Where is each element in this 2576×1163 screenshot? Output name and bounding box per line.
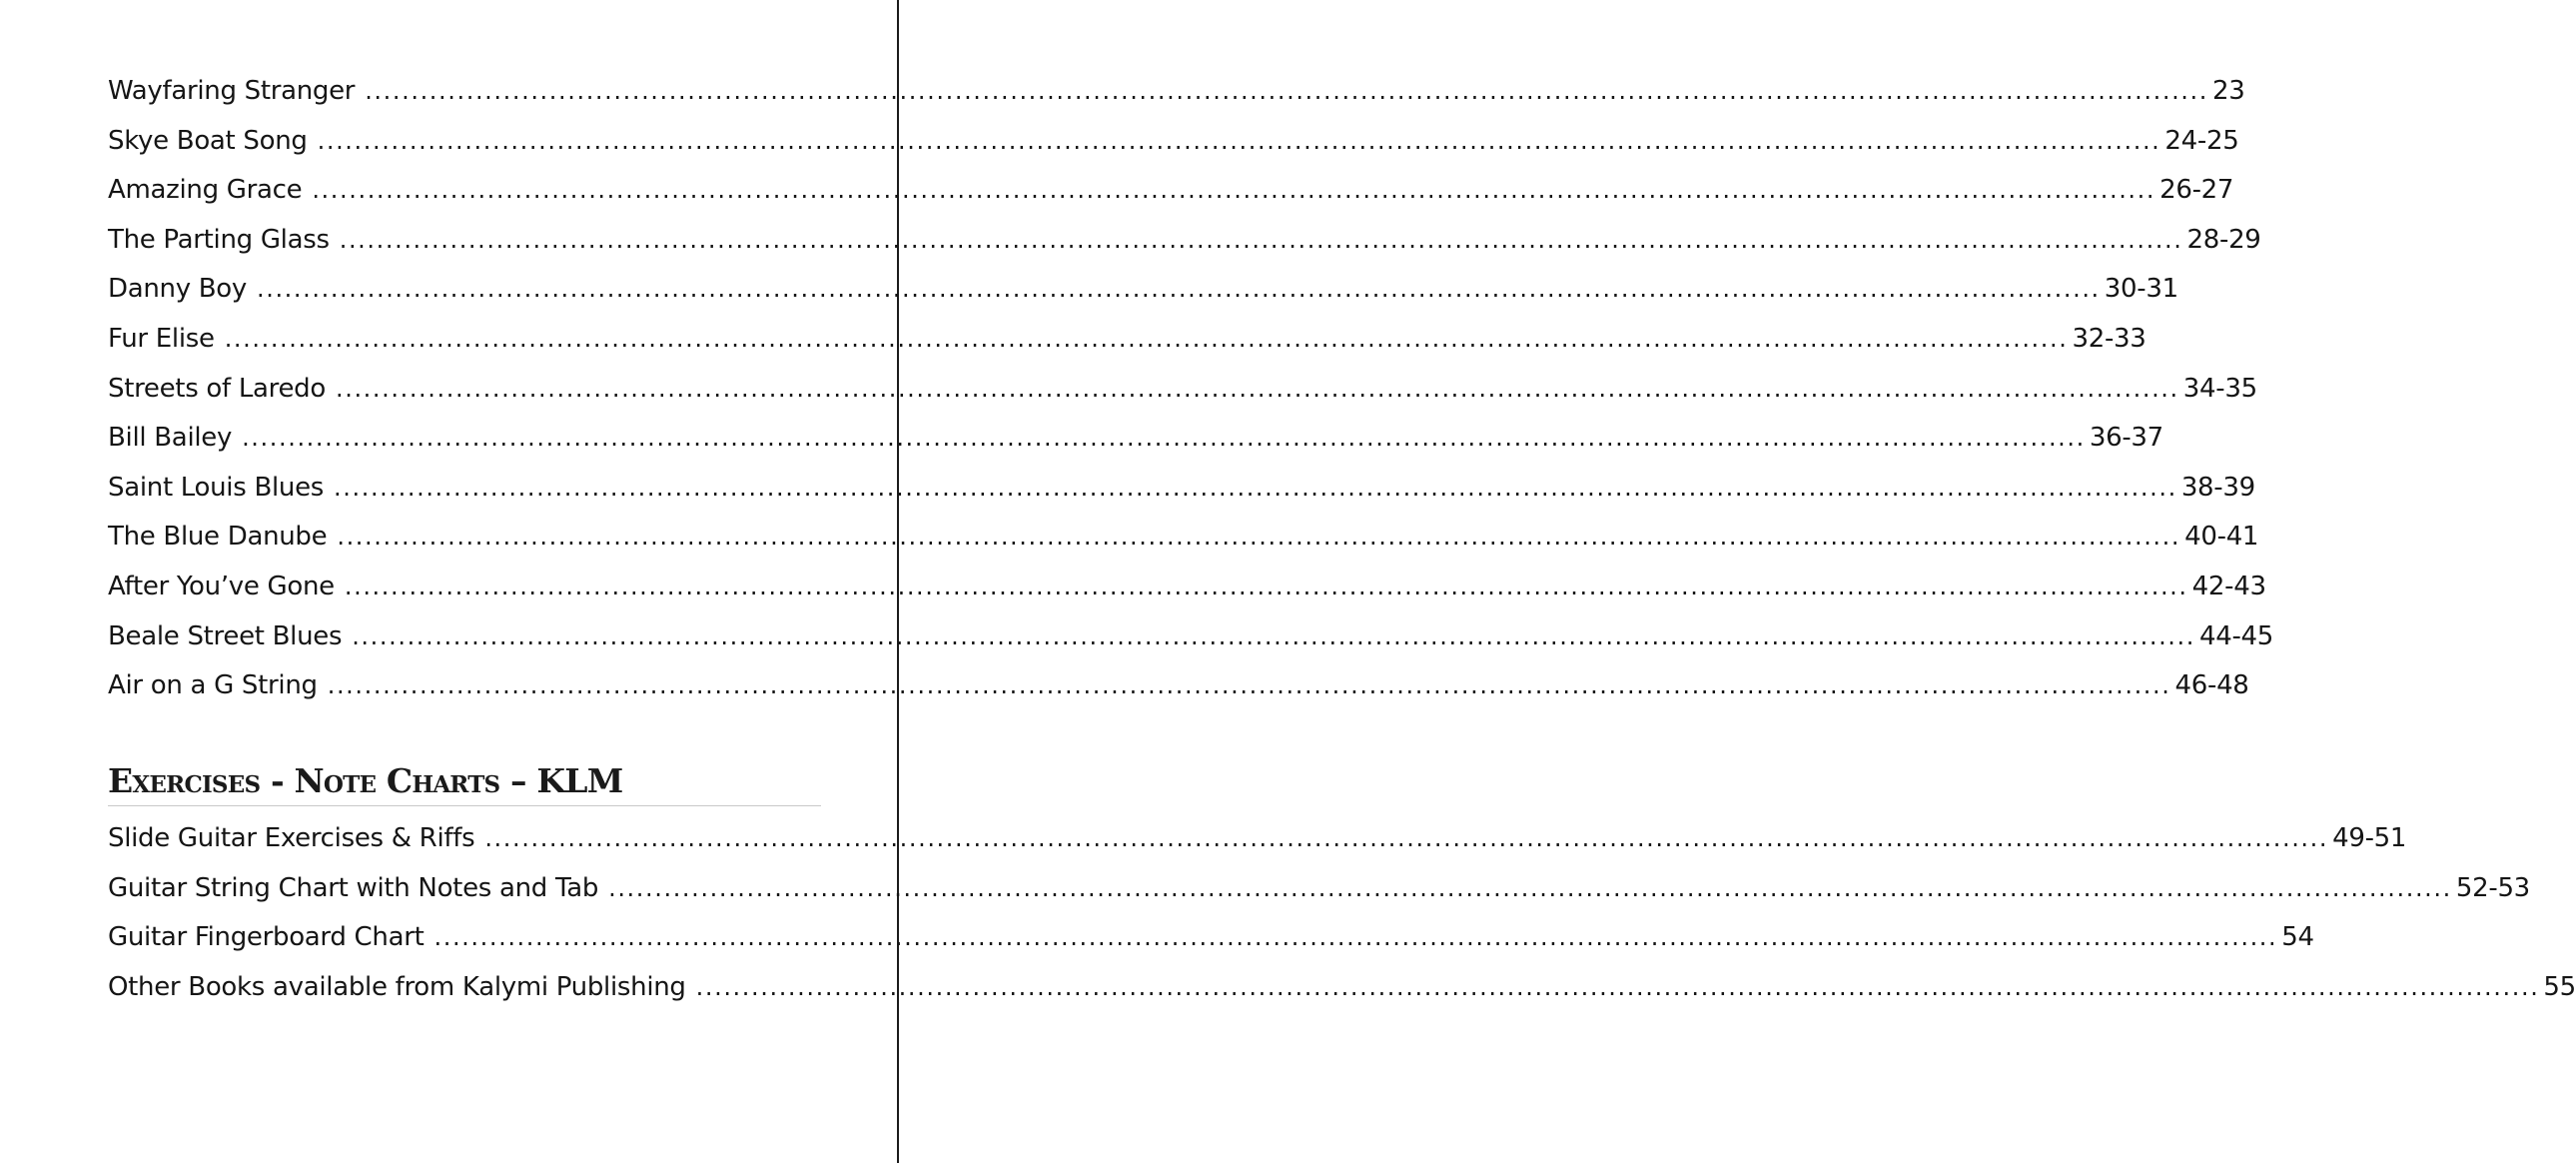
dot-leader: ........................................................................................................................................................................................................ [224,324,2069,353]
toc-entry[interactable] [108,169,2234,219]
toc-entry[interactable] [108,867,2530,917]
toc-entry-title: Bill Bailey [108,423,233,454]
toc-entry[interactable] [108,70,2245,120]
toc-entry-title: Danny Boy [108,274,247,305]
dot-leader: ........................................................................................................................................................................................................ [365,77,2208,105]
toc-entry-pages: 24-25 [2164,125,2239,156]
toc-entry-title: Saint Louis Blues [108,472,325,503]
dot-leader: ........................................................................................................................................................................................................ [337,523,2181,552]
dot-leader: ........................................................................................................................................................................................................ [334,473,2177,502]
toc-entry-pages: 46-48 [2174,670,2249,701]
dot-leader: ........................................................................................................................................................................................................ [484,824,2329,852]
toc-entry[interactable] [108,916,2314,966]
toc-entry-title: Streets of Laredo [108,373,326,404]
toc-entry-pages: 28-29 [2186,224,2261,255]
dot-leader: ........................................................................................................................................................................................................ [352,621,2195,650]
toc-entry-title: After You’ve Gone [108,571,335,601]
toc-entry-pages: 26-27 [2159,175,2234,206]
toc-entry-pages: 23 [2211,76,2245,106]
toc-entry[interactable] [108,120,2239,170]
dot-leader: ........................................................................................................................................................................................................ [608,873,2452,902]
toc-entry-pages: 55 [2543,971,2576,1002]
toc-entry-title: The Parting Glass [108,224,330,255]
dot-leader: ........................................................................................................................................................................................................ [335,374,2179,403]
toc-entry-pages: 49-51 [2332,823,2407,853]
songs-toc-list [108,70,2274,714]
toc-entry[interactable] [108,368,2257,418]
dot-leader: ........................................................................................................................................................................................................ [312,176,2156,205]
dot-leader: ........................................................................................................................................................................................................ [242,424,2086,453]
toc-entry[interactable] [108,966,2576,1016]
toc-entry[interactable] [108,467,2255,517]
toc-entry-pages: 32-33 [2072,323,2147,354]
toc-entry-title: Skye Boat Song [108,125,308,156]
dot-leader: ........................................................................................................................................................................................................ [695,972,2540,1001]
toc-entry[interactable] [108,817,2407,867]
dot-leader: ........................................................................................................................................................................................................ [433,923,2278,952]
toc-entry-pages: 44-45 [2198,620,2274,651]
toc-entry-pages: 42-43 [2191,571,2266,601]
toc-entry-pages: 38-39 [2180,472,2255,503]
toc-entry-pages: 54 [2281,922,2314,953]
toc-entry-title: Beale Street Blues [108,620,343,651]
toc-entry-title: Slide Guitar Exercises & Riffs [108,823,475,853]
section-heading-exercises: Exercises - Note Charts – KLM [108,761,623,800]
toc-entry-pages: 36-37 [2089,423,2163,454]
toc-entry-pages: 30-31 [2104,274,2178,305]
dot-leader: ........................................................................................................................................................................................................ [327,671,2171,700]
toc-entry-title: Guitar Fingerboard Chart [108,922,425,953]
toc-entry[interactable] [108,318,2147,368]
toc-entry-pages: 52-53 [2455,872,2530,903]
dot-leader: ........................................................................................................................................................................................................ [344,572,2188,600]
toc-entry[interactable] [108,268,2178,318]
toc-entry-title: Other Books available from Kalymi Publishing [108,971,686,1002]
toc-entry[interactable] [108,664,2249,714]
toc-entry[interactable] [108,516,2259,566]
toc-entry[interactable] [108,615,2274,665]
toc-entry-title: Amazing Grace [108,175,303,206]
dot-leader: ........................................................................................................................................................................................................ [339,225,2183,254]
section-divider [108,805,821,806]
toc-entry-pages: 40-41 [2184,522,2259,553]
toc-entry-title: Guitar String Chart with Notes and Tab [108,872,599,903]
toc-entry[interactable] [108,417,2163,467]
dot-leader: ........................................................................................................................................................................................................ [257,275,2101,304]
toc-entry-title: Wayfaring Stranger [108,76,356,106]
toc-entry-title: Air on a G String [108,670,318,701]
dot-leader: ........................................................................................................................................................................................................ [317,126,2161,155]
exercises-toc-list [108,817,2576,1015]
toc-entry[interactable] [108,566,2266,615]
toc-entry[interactable] [108,219,2261,269]
toc-entry-pages: 34-35 [2182,373,2257,404]
toc-entry-title: Fur Elise [108,323,215,354]
toc-entry-title: The Blue Danube [108,522,328,553]
